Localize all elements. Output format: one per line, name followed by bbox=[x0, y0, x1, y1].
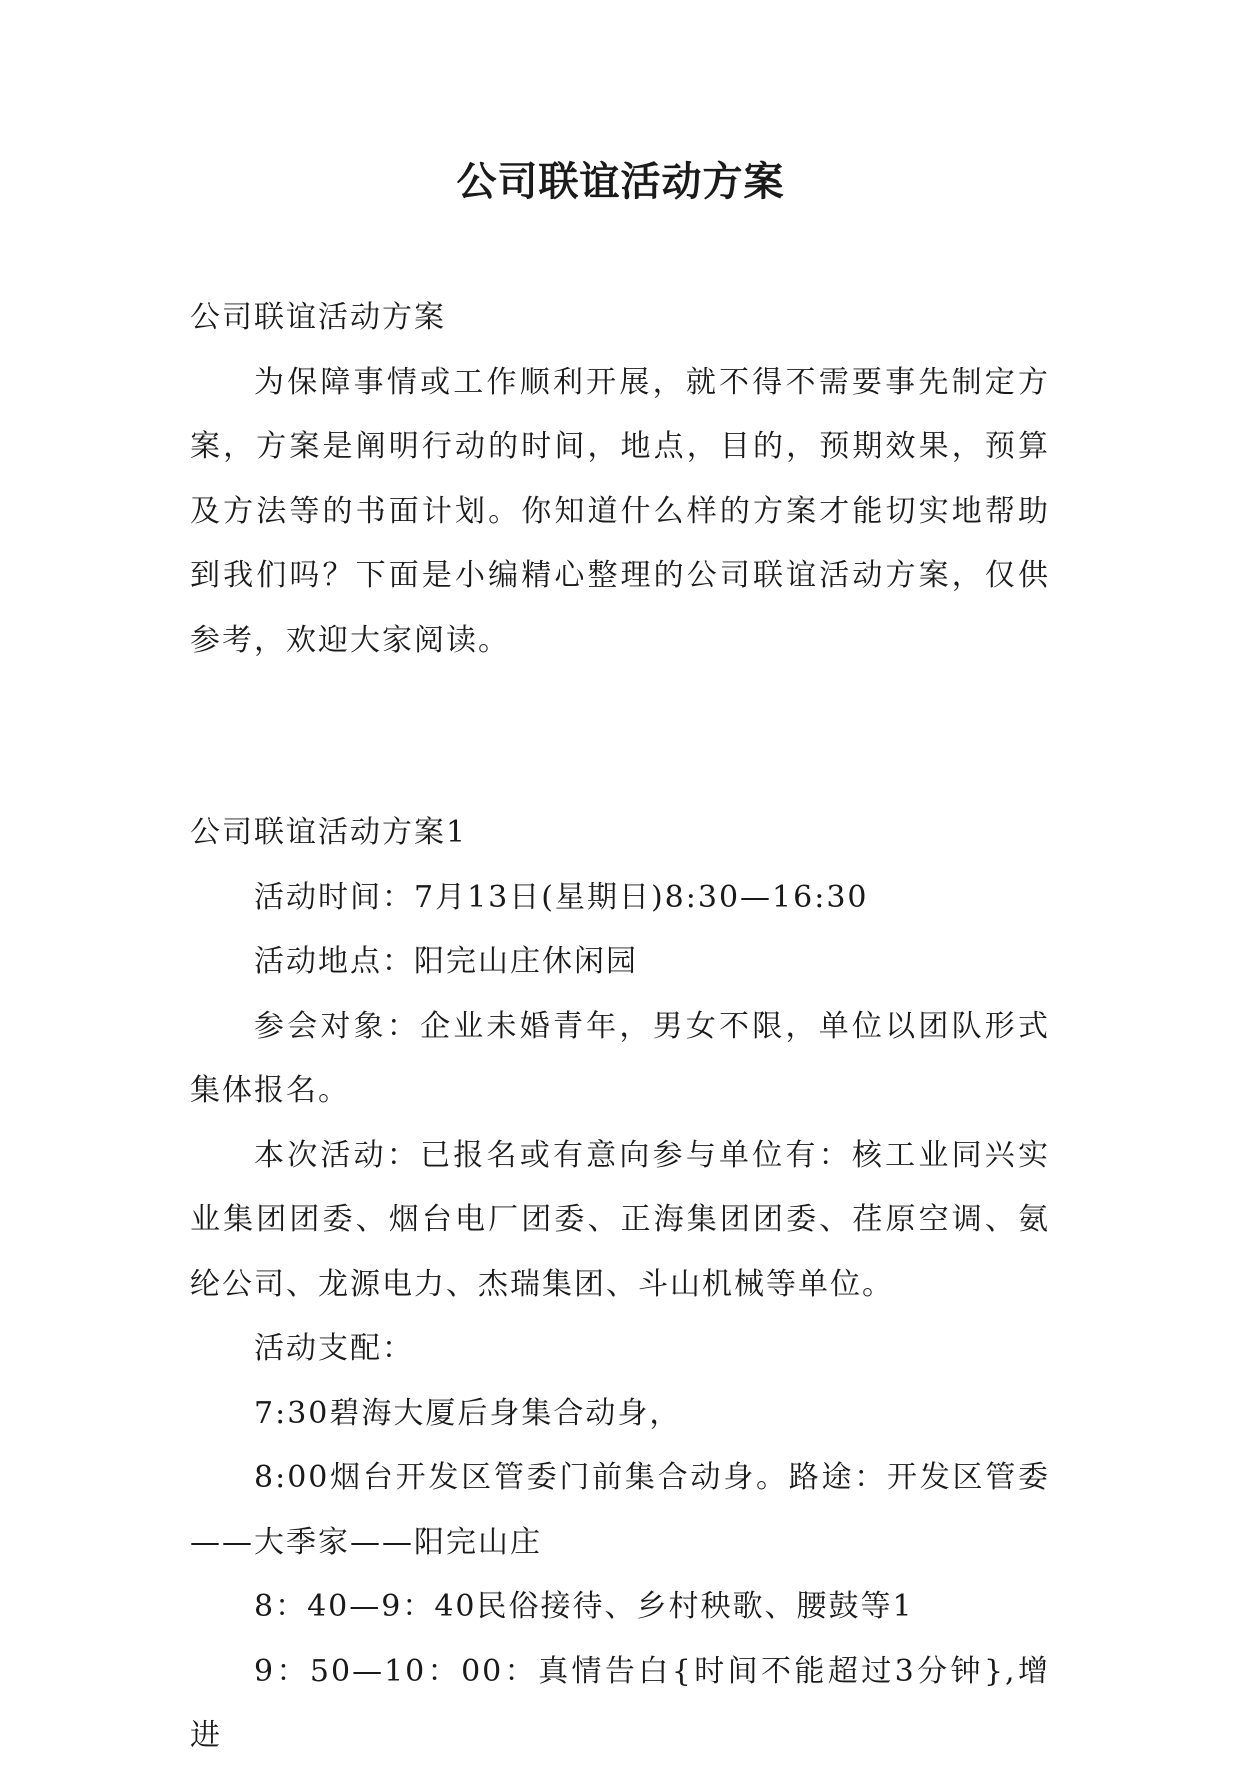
activity-time: 活动时间：7月13日(星期日)8:30—16:30 bbox=[254, 879, 869, 915]
schedule-label: 活动支配： bbox=[254, 1331, 414, 1366]
schedule-item: 9：50—10：00：真情告白{时间不能超过3分钟},增进 bbox=[190, 1653, 1050, 1753]
activity-participants: 参会对象：企业未婚青年，男女不限，单位以团队形式集体报名。 bbox=[190, 1008, 1050, 1108]
intro-paragraph: 为保障事情或工作顺利开展，就不得不需要事先制定方案，方案是阐明行动的时间，地点，目的，预期效果，预算及方法等的书面计划。你知道什么样的方案才能切实地帮助到我们吗？下面是小编精心整理的公司联谊活动方案，仅供参考，欢迎大家阅读。 bbox=[190, 364, 1050, 658]
section-spacer bbox=[190, 673, 1050, 801]
activity-location: 活动地点：阳完山庄休闲园 bbox=[254, 944, 638, 979]
document-title: 公司联谊活动方案 bbox=[456, 158, 785, 205]
schedule-item: 8:00烟台开发区管委门前集合动身。路途：开发区管委——大季家——阳完山庄 bbox=[190, 1460, 1050, 1560]
intro-heading: 公司联谊活动方案 bbox=[190, 300, 446, 335]
schedule-item: 8：40—9：40民俗接待、乡村秧歌、腰鼓等1 bbox=[254, 1589, 914, 1624]
activity-registered-units: 本次活动：已报名或有意向参与单位有：核工业同兴实业集团团委、烟台电厂团委、正海集团团委、荏原空调、氨纶公司、龙源电力、杰瑞集团、斗山机械等单位。 bbox=[190, 1137, 1050, 1302]
schedule-item: 7:30碧海大厦后身集合动身， bbox=[254, 1395, 682, 1431]
section1-heading: 公司联谊活动方案1 bbox=[190, 815, 468, 850]
document-body bbox=[190, 286, 1050, 1769]
